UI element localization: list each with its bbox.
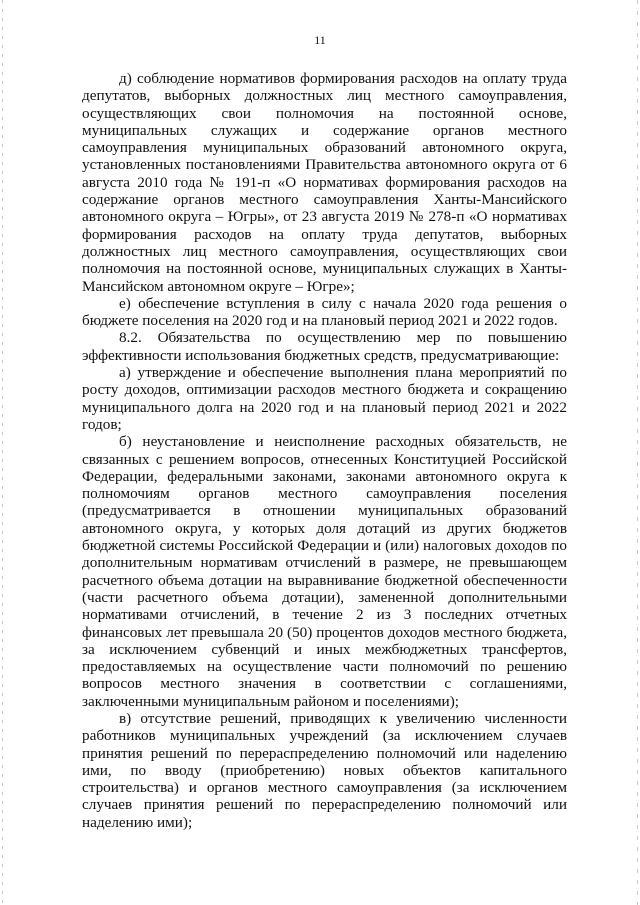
scan-edge-left xyxy=(2,0,3,905)
document-body xyxy=(82,70,567,831)
scan-edge-right xyxy=(637,0,638,905)
page-number: 11 xyxy=(314,33,326,47)
paragraph-8-2-obligations: 8.2. Обязательства по осуществлению мер по повышению эффективности использования бюджетных средств, предусматривающие: xyxy=(82,329,567,364)
paragraph-b-expenditure-obligations: б) неустановление и неисполнение расходных обязательств, не связанных с решением вопросов, отнесенных Конституцией Российской Федерации, федеральными законами, законами автономного округа к полномочиям органов местного самоуправления поселения (предусматривается в отношении муниципальных образований автономного округа, у которых доля дотаций из других бюджетов бюджетной системы Российской Федерации и (или) налоговых доходов по дополнительным нормативам отчислений в размере, не превышающем расчетного объема дотации на выравнивание бюджетной обеспеченности (части расчетного объема дотации), замененной дополнительными нормативами отчислений, в течение 2 из 3 последних отчетных финансовых лет превышала 20 (50) процентов доходов местного бюджета, за исключением субвенций и иных межбюджетных трансфертов, предоставляемых на осуществление части полномочий по решению вопросов местного значения в соответствии с соглашениями, заключенными муниципальным районом и поселениями); xyxy=(82,433,567,710)
paragraph-v-staff-numbers: в) отсутствие решений, приводящих к увеличению численности работников муниципальных учреждений (за исключением случаев принятия решений по перераспределению полномочий или наделению ими, по вводу (приобретению) новых объектов капитального строительства) и органов местного самоуправления (за исключением случаев принятия решений по перераспределению полномочий или наделению ими); xyxy=(82,709,567,831)
paragraph-d-staff-expenses: д) соблюдение нормативов формирования расходов на оплату труда депутатов, выборных должностных лиц местного самоуправления, осуществляющих свои полномочия на постоянной основе, муниципальных служащих и содержание органов местного самоуправления муниципальных образований автономного округа, установленных постановлениями Правительства автономного округа от 6 августа 2010 года № 191-п «О нормативах формирования расходов на содержание органов местного самоуправления Ханты-Мансийского автономного округа – Югры», от 23 августа 2019 № 278-п «О нормативах формирования расходов на оплату труда депутатов, выборных должностных лиц местного самоуправления, осуществляющих свои полномочия на постоянной основе, муниципальных служащих в Ханты-Мансийском автономном округе – Югре»; xyxy=(82,70,567,295)
paragraph-e-budget-decision: е) обеспечение вступления в силу с начала 2020 года решения о бюджете поселения на 2020 год и на плановый период 2021 и 2022 годов. xyxy=(82,294,567,330)
paragraph-a-action-plan: а) утверждение и обеспечение выполнения плана мероприятий по росту доходов, оптимизации расходов местного бюджета и сокращению муниципального долга на 2020 год и на плановый период 2021 и 2022 годов; xyxy=(82,364,567,433)
